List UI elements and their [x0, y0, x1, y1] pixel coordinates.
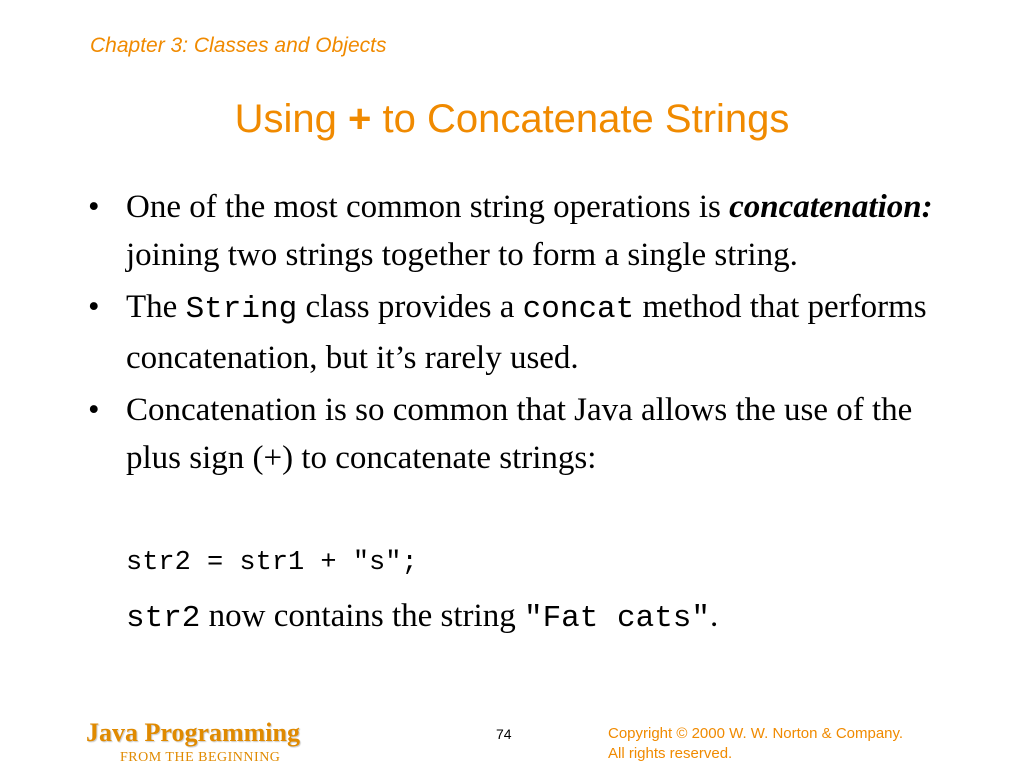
bullet-icon: •: [88, 289, 100, 325]
bullet2-text-c: method that performs concatenation, but it’s rarely used.: [126, 289, 927, 376]
bullet1-term: concatenation:: [729, 189, 933, 225]
book-logo: [86, 718, 300, 766]
bullet-item-2: [88, 283, 968, 382]
chapter-heading: Chapter 3: Classes and Objects: [90, 34, 387, 57]
title-text-start: Using: [234, 97, 348, 141]
logo-title: Java Programming: [86, 718, 300, 747]
result-code-str2: str2: [126, 601, 201, 636]
copyright-notice: [608, 724, 903, 764]
result-text-b: .: [710, 598, 719, 634]
slide-title: [0, 97, 1024, 142]
bullet2-code-string: String: [185, 292, 298, 327]
bullet-item-1: [88, 183, 968, 279]
slide-body: [88, 183, 968, 482]
copyright-line-1: Copyright © 2000 W. W. Norton & Company.: [608, 725, 904, 742]
bullet1-text-a: One of the most common string operations is: [126, 189, 730, 225]
bullet2-text-a: The: [126, 289, 186, 325]
title-plus-sign: +: [348, 97, 372, 141]
page-number: 74: [496, 726, 512, 742]
result-code-fatcats: "Fat cats": [523, 601, 710, 636]
bullet-icon: •: [88, 189, 100, 225]
result-line: [126, 598, 718, 636]
code-example: str2 = str1 + "s";: [126, 548, 418, 578]
bullet2-text-b: class provides a: [297, 289, 523, 325]
bullet3-text: Concatenation is so common that Java allows the use of the plus sign (+) to concatenate strings:: [126, 392, 913, 476]
logo-subtitle: FROM THE BEGINNING: [120, 750, 281, 765]
result-text-a: now contains the string: [200, 598, 524, 634]
bullet-item-3: [88, 386, 968, 482]
bullet1-text-b: joining two strings together to form a single string.: [126, 237, 798, 273]
copyright-line-2: All rights reserved.: [608, 745, 733, 762]
title-text-end: to Concatenate Strings: [371, 97, 790, 141]
bullet-icon: •: [88, 392, 100, 428]
bullet2-code-concat: concat: [522, 292, 635, 327]
